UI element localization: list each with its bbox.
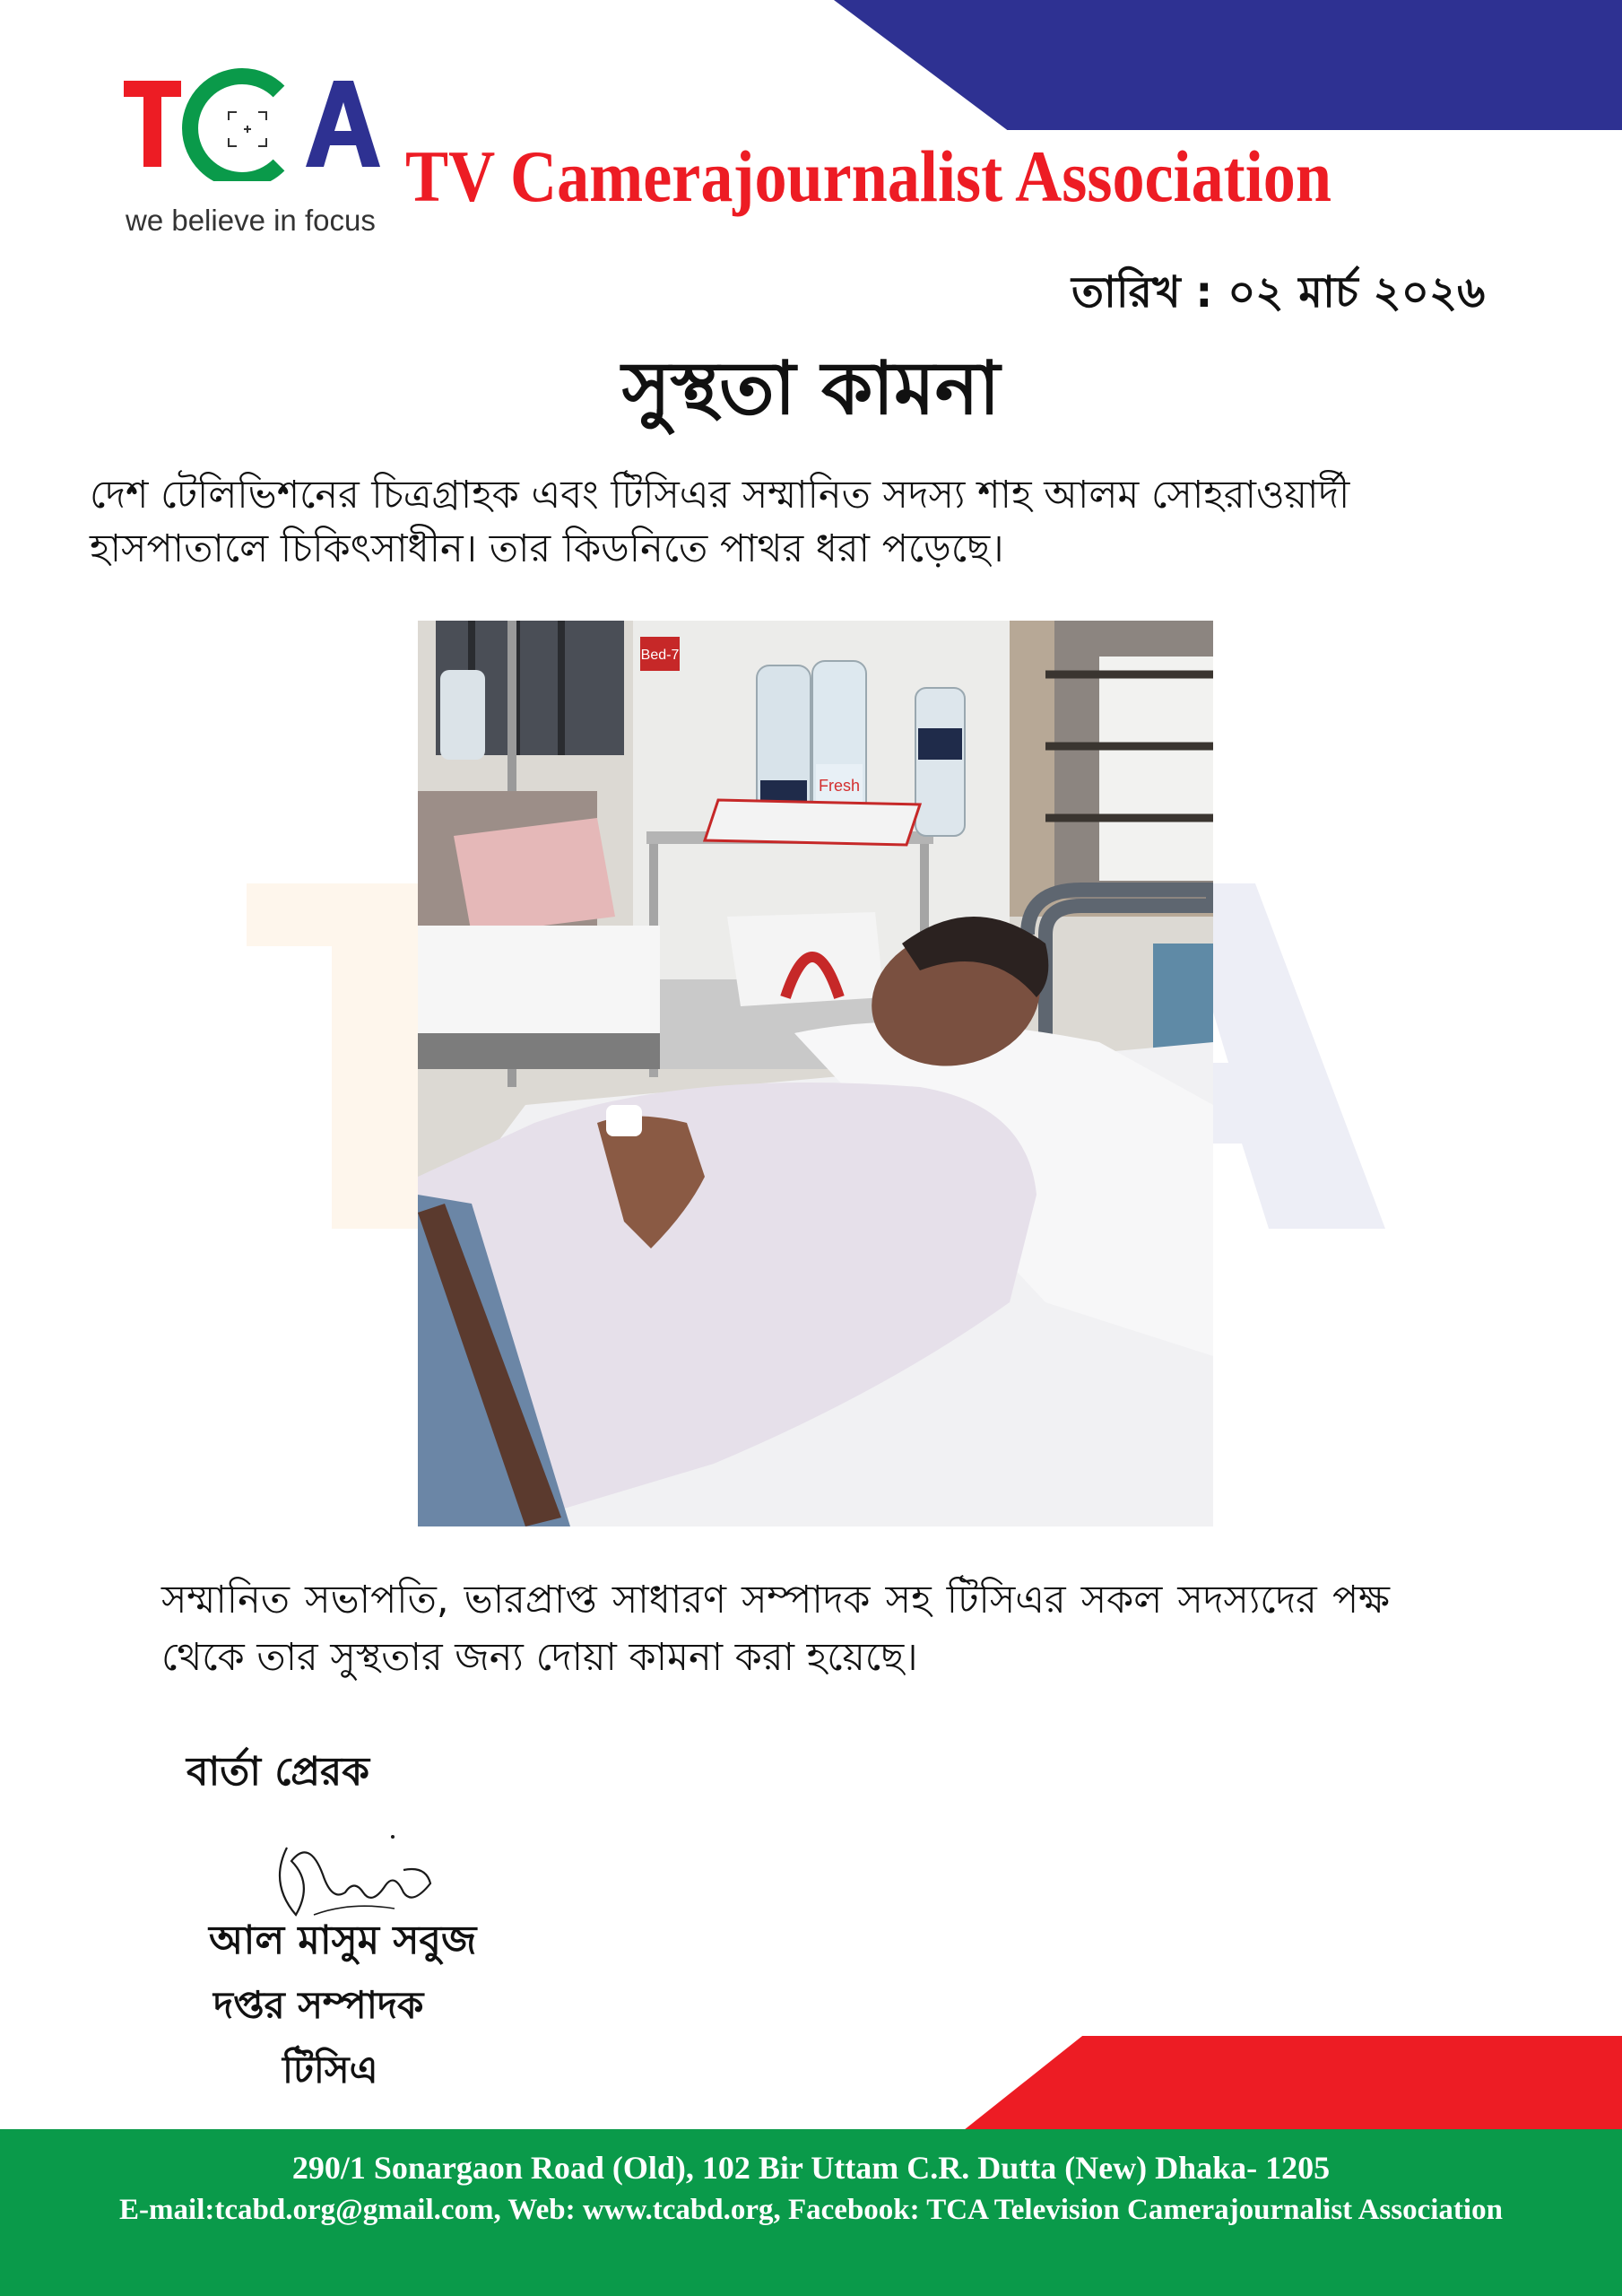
hospital-scene-image [418,621,1213,1526]
footer-bar [0,2129,1622,2296]
footer-address: 290/1 Sonargaon Road (Old), 102 Bir Uttam C.R. Dutta (New) Dhaka- 1205 [291,2150,1331,2186]
tca-logo [122,65,382,244]
signatory-organization: টিসিএ [282,2048,378,2092]
bottle-brand-text: Fresh [818,777,861,795]
intro-paragraph: দেশ টেলিভিশনের চিত্রগ্রাহক এবং টিসিএর সম্মানিত সদস্য শাহ আলম সোহরাওয়ার্দী হাসপাতালে চিকিৎসাধীন। তার কিডনিতে পাথর ধরা পড়েছে। [90,473,1350,571]
letter-title: সুস্থতা কামনা [621,346,1001,431]
wishes-paragraph: সম্মানিত সভাপতি, ভারপ্রাপ্ত সাধারণ সম্পাদক সহ টিসিএর সকল সদস্যদের পক্ষ থেকে তার সুস্থতার জন্য দোয়া কামনা করা হয়েছে। [161,1578,1390,1680]
logo-tagline: we believe in focus [126,204,376,237]
patient-photo [418,621,1213,1526]
organization-title: TV Camerajournalist Association [405,135,1331,217]
signatory-role: দপ্তর সম্পাদক [213,1983,424,2027]
footer-red-band [964,2036,1622,2130]
header-blue-banner [834,0,1622,130]
bed-tag-text: Bed-7 [640,648,680,663]
letter-date: তারিখ : ০২ মার্চ ২০২৬ [1071,267,1486,317]
tca-logo-mark [122,65,382,181]
signatory-name: আল মাসুম সবুজ [209,1918,477,1963]
footer-contact: E-mail:tcabd.org@gmail.com, Web: www.tcabd.org, Facebook: TCA Television Camerajournalist Association [119,2194,1503,2226]
sender-label: বার্তা প্রেরক [186,1749,370,1795]
